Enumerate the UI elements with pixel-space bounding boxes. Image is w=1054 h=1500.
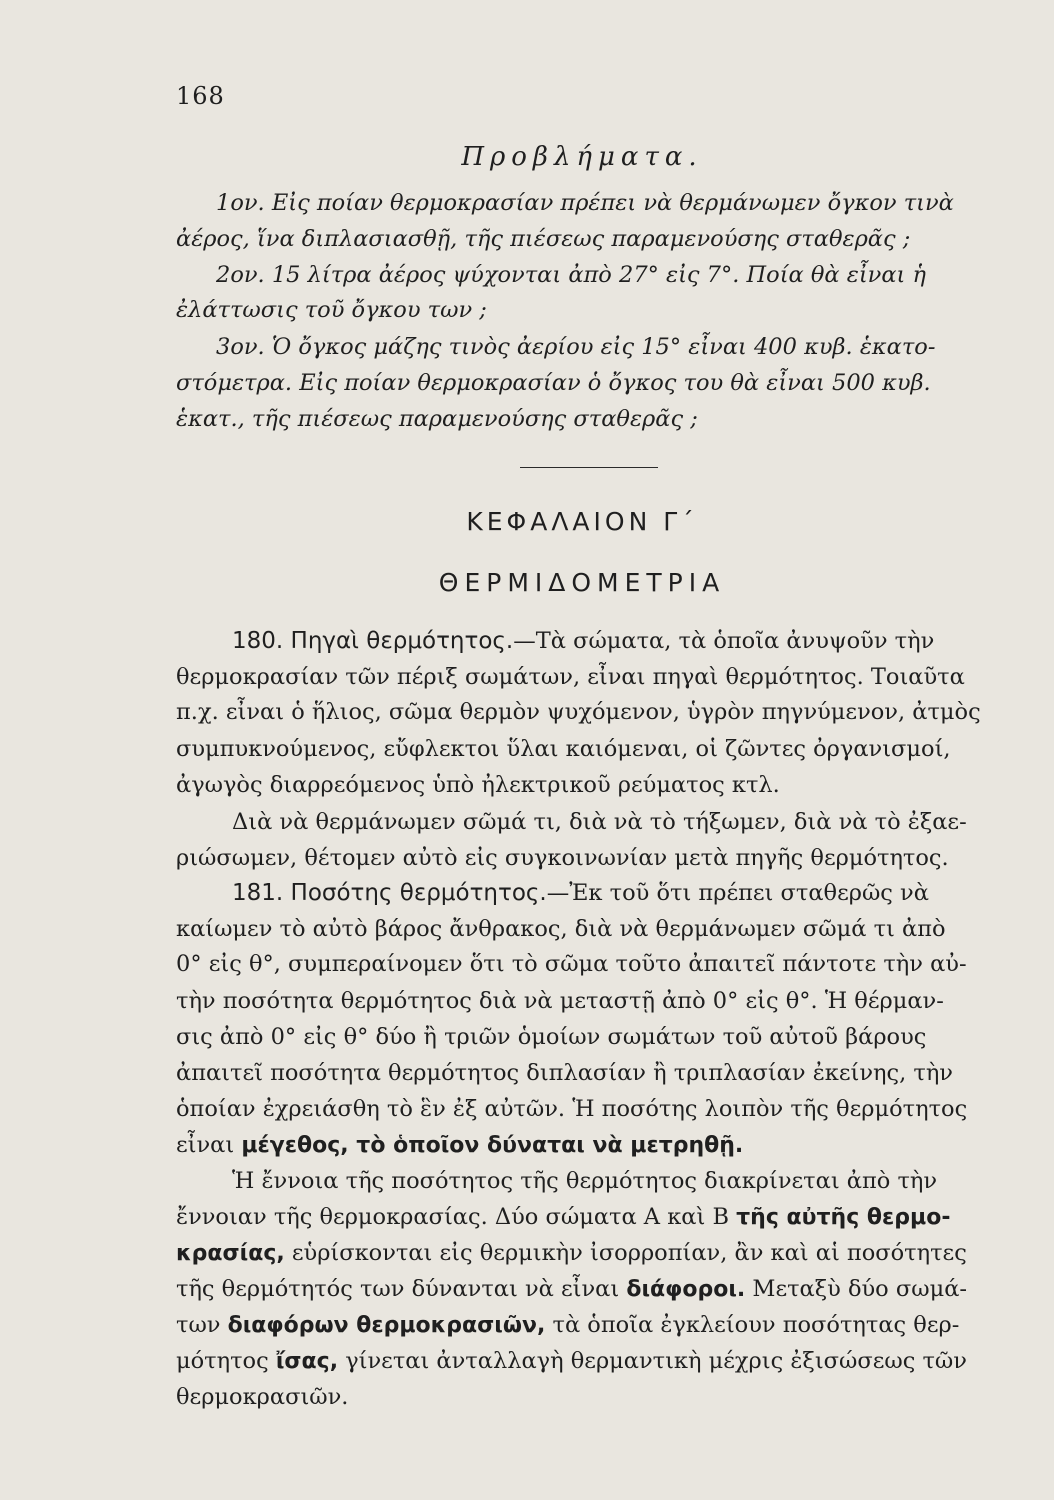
- section-181-text: —Ἐκ τοῦ ὅτι πρέπει σταθερῶς νὰ: [546, 880, 929, 906]
- text-line: ἀγωγὸς διαρρεόμενος ὑπὸ ἠλεκτρικοῦ ρεύματος κτλ.: [176, 772, 780, 798]
- text-line: Διὰ νὰ θερμάνωμεν σῶμά τι, διὰ νὰ τὸ τήξωμεν, διὰ νὰ τὸ ἐξαε-: [232, 809, 967, 835]
- text-span: Μεταξὺ δύο σωμά-: [745, 1276, 968, 1302]
- text-line: θερμοκρασιῶν.: [176, 1384, 349, 1410]
- page-number: 168: [176, 82, 225, 110]
- problem-line: ἀέρος, ἵνα διπλασιασθῇ, τῆς πιέσεως παραμενούσης σταθερᾶς ;: [176, 226, 911, 252]
- emphasis: τῆς αὐτῆς θερμο-: [736, 1205, 951, 1230]
- section-divider: [520, 467, 658, 468]
- text-line: σις ἀπὸ 0° εἰς θ° δύο ἢ τριῶν ὁμοίων σωμάτων τοῦ αὐτοῦ βάρους: [176, 1024, 927, 1050]
- text-span: ἔννοιαν τῆς θερμοκρασίας. Δύο σώματα Α καὶ Β: [176, 1204, 737, 1230]
- problem-line: 1ον. Εἰς ποίαν θερμοκρασίαν πρέπει νὰ θερμάνωμεν ὄγκον τινὰ: [216, 190, 954, 216]
- text-line: [176, 1348, 967, 1374]
- text-line: ριώσωμεν, θέτομεν αὐτὸ εἰς συγκοινωνίαν μετὰ πηγῆς θερμότητος.: [176, 845, 949, 871]
- text-span: τὰ ὁποῖα ἐγκλείουν ποσότητας θερ-: [545, 1312, 960, 1338]
- section-181-first-line: [232, 880, 929, 906]
- text-span: εὑρίσκονται εἰς θερμικὴν ἰσορροπίαν, ἂν καὶ αἱ ποσότητες: [284, 1240, 967, 1266]
- text-span: τῆς θερμότητός των δύνανται νὰ εἶναι: [176, 1276, 627, 1302]
- text-line: π.χ. εἶναι ὁ ἥλιος, σῶμα θερμὸν ψυχόμενον, ὑγρὸν πηγνύμενον, ἀτμὸς: [176, 699, 981, 725]
- emphasis: μέγεθος, τὸ ὁποῖον δύναται νὰ μετρηθῇ.: [241, 1133, 744, 1158]
- text-line: [176, 1204, 950, 1230]
- text-line: θερμοκρασίαν τῶν πέριξ σωμάτων, εἶναι πηγαὶ θερμότητος. Τοιαῦτα: [176, 664, 965, 690]
- text-span: μότητος: [176, 1348, 276, 1374]
- text-line: Ἡ ἔννοια τῆς ποσότητος τῆς θερμότητος διακρίνεται ἀπὸ τὴν: [232, 1168, 938, 1194]
- problem-line: ἐλάττωσις τοῦ ὄγκου των ;: [176, 297, 487, 323]
- text-line: [176, 1132, 743, 1158]
- text-line: 0° εἰς θ°, συμπεραίνομεν ὅτι τὸ σῶμα τοῦτο ἀπαιτεῖ πάντοτε τὴν αὐ-: [176, 951, 967, 977]
- text-span: των: [176, 1312, 228, 1338]
- section-180-first-line: [232, 628, 934, 654]
- text-line: καίωμεν τὸ αὐτὸ βάρος ἄνθρακος, διὰ νὰ θερμάνωμεν σῶμά τι ἀπὸ: [176, 916, 946, 942]
- text-line: [176, 1240, 967, 1266]
- text-line: ὁποίαν ἐχρειάσθη τὸ ἓν ἐξ αὐτῶν. Ἡ ποσότης λοιπὸν τῆς θερμότητος: [176, 1096, 968, 1122]
- chapter-title: ΘΕΡΜΙΔΟΜΕΤΡΙΑ: [438, 568, 726, 597]
- emphasis: διαφόρων θερμοκρασιῶν,: [227, 1313, 546, 1338]
- text-line: [176, 1312, 959, 1338]
- emphasis: κρασίας,: [176, 1241, 285, 1266]
- text-span: γίνεται ἀνταλλαγὴ θερμαντικὴ μέχρις ἐξισώσεως τῶν: [338, 1348, 967, 1374]
- text-line: [176, 1276, 967, 1302]
- problem-line: στόμετρα. Εἰς ποίαν θερμοκρασίαν ὁ ὄγκος του θὰ εἶναι 500 κυβ.: [176, 370, 931, 396]
- text-span: εἶναι: [176, 1132, 242, 1158]
- section-180-text: —Τὰ σώματα, τὰ ὁποῖα ἀνυψοῦν τὴν: [513, 628, 935, 654]
- problems-heading: Προβλήματα.: [461, 142, 703, 172]
- chapter-label: ΚΕΦΑΛΑΙΟΝ Γ΄: [466, 507, 698, 536]
- emphasis: διάφοροι.: [626, 1277, 746, 1302]
- emphasis: ἴσας,: [275, 1349, 339, 1374]
- problem-line: 2ον. 15 λίτρα ἀέρος ψύχονται ἀπὸ 27° εἰς 7°. Ποία θὰ εἶναι ἡ: [216, 262, 927, 288]
- section-181-heading: 181. Ποσότης θερμότητος.: [232, 880, 547, 906]
- section-180-heading: 180. Πηγαὶ θερμότητος.: [232, 628, 514, 654]
- text-line: ἀπαιτεῖ ποσότητα θερμότητος διπλασίαν ἢ τριπλασίαν ἐκείνης, τὴν: [176, 1060, 953, 1086]
- text-line: τὴν ποσότητα θερμότητος διὰ νὰ μεταστῇ ἀπὸ 0° εἰς θ°. Ἡ θέρμαν-: [176, 988, 944, 1014]
- text-line: συμπυκνούμενος, εὔφλεκτοι ὕλαι καιόμεναι, οἱ ζῶντες ὀργανισμοί,: [176, 736, 951, 762]
- problem-line: ἑκατ., τῆς πιέσεως παραμενούσης σταθερᾶς ;: [176, 406, 698, 432]
- problem-line: 3ον. Ὁ ὄγκος μάζης τινὸς ἀερίου εἰς 15° εἶναι 400 κυβ. ἑκατο-: [216, 334, 936, 360]
